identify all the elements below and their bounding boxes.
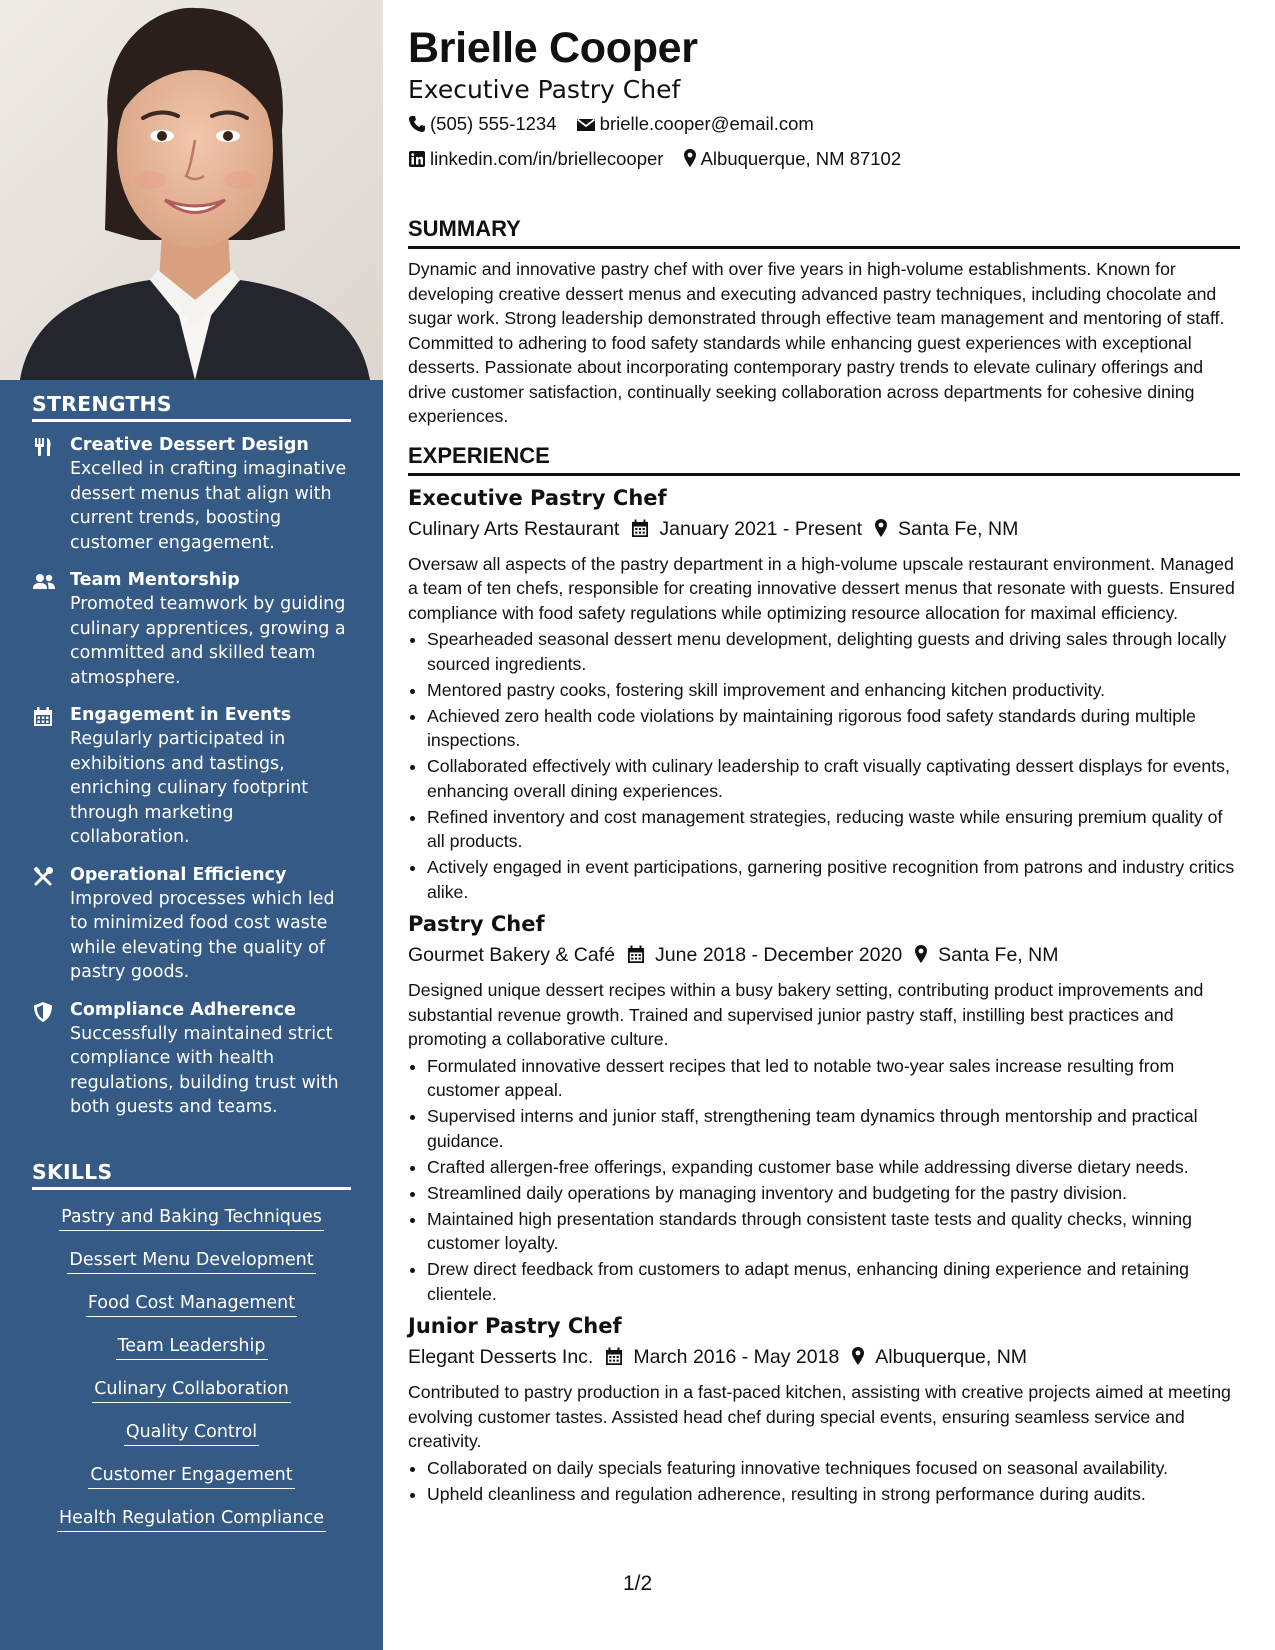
job-bullet: • Crafted allergen-free offerings, expanding customer base while addressing diverse dietary needs. <box>427 1155 1240 1180</box>
page-number: 1/2 <box>623 1572 653 1595</box>
job-bullet: • Supervised interns and junior staff, strengthening team dynamics through mentorship and practical guidance. <box>427 1104 1240 1153</box>
strength-desc: Successfully maintained strict compliance with health regulations, building trust with both guests and teams. <box>70 1023 339 1117</box>
strengths-section <box>32 392 351 1134</box>
job-bullet: • Actively engaged in event participations, garnering positive recognition from patrons and industry critics alike. <box>427 855 1240 904</box>
skill-tag: Dessert Menu Development <box>67 1248 315 1274</box>
job-bullet: • Upheld cleanliness and regulation adherence, resulting in strong performance during audits. <box>427 1482 1240 1507</box>
job-meta <box>408 1343 1240 1374</box>
location-text: Albuquerque, NM 87102 <box>700 148 902 169</box>
utensils-icon <box>32 436 56 458</box>
main-content <box>408 22 1240 1512</box>
job-bullet: • Drew direct feedback from customers to adapt menus, enhancing dining experience and retaining clientele. <box>427 1257 1240 1306</box>
strength-item <box>32 569 351 690</box>
skill-tag: Culinary Collaboration <box>92 1377 291 1403</box>
email-text[interactable]: brielle.cooper@email.com <box>599 113 814 134</box>
job-dates: January 2021 - Present <box>659 517 863 540</box>
candidate-title: Executive Pastry Chef <box>408 75 681 104</box>
sidebar <box>0 0 383 1650</box>
shield-icon <box>32 1001 56 1023</box>
calendar-icon <box>32 706 56 728</box>
job-location: Albuquerque, NM <box>875 1346 1028 1368</box>
job-entry <box>408 484 1240 905</box>
job-description: Oversaw all aspects of the pastry department in a high-volume upscale restaurant environment. Managed a team of ten chefs, responsible for creating innovative dessert menus that resonate with guests. Ensured compliance with food safety regulations while optimizing resource allocation for maximal efficiency. <box>408 553 1235 623</box>
job-company: Elegant Desserts Inc. <box>408 1346 594 1368</box>
job-dates: June 2018 - December 2020 <box>655 944 903 966</box>
location-contact <box>683 147 902 174</box>
envelope-icon <box>576 115 596 139</box>
skill-tag: Food Cost Management <box>86 1291 297 1317</box>
strength-item <box>32 704 351 850</box>
skill-tag: Health Regulation Compliance <box>57 1506 326 1532</box>
job-bullet: • Spearheaded seasonal dessert menu development, delighting guests and driving sales through locally sourced ingredients. <box>427 627 1240 676</box>
job-title: Junior Pastry Chef <box>408 1314 622 1338</box>
candidate-name: Brielle Cooper <box>408 24 698 72</box>
contact-row-2 <box>408 147 1240 174</box>
portrait-image <box>0 0 383 380</box>
strengths-heading: STRENGTHS <box>32 392 351 422</box>
job-bullets <box>408 1456 1240 1507</box>
skill-tag: Team Leadership <box>116 1334 268 1360</box>
linkedin-contact[interactable] <box>408 147 663 174</box>
job-bullet: • Achieved zero health code violations by maintaining rigorous food safety standards during multiple inspections. <box>427 704 1240 753</box>
job-entry <box>408 910 1240 1306</box>
strength-title: Creative Dessert Design <box>70 435 309 455</box>
summary-section <box>408 216 1240 429</box>
job-bullet: • Streamlined daily operations by managing inventory and budgeting for the pastry division. <box>427 1181 1240 1206</box>
profile-photo <box>0 0 383 380</box>
job-dates: March 2016 - May 2018 <box>633 1346 840 1368</box>
skills-section <box>32 1160 351 1549</box>
job-bullet: • Refined inventory and cost management strategies, reducing waste while ensuring premium quality of all products. <box>427 805 1240 854</box>
job-entry <box>408 1312 1240 1506</box>
strength-item <box>32 864 351 985</box>
skill-tag: Customer Engagement <box>88 1463 294 1489</box>
phone-icon <box>408 115 426 139</box>
strength-desc: Improved processes which led to minimized food cost waste while elevating the quality of pastry goods. <box>70 888 335 982</box>
users-icon <box>32 571 56 593</box>
experience-heading: EXPERIENCE <box>408 443 1240 476</box>
skills-heading: SKILLS <box>32 1160 351 1190</box>
job-bullet: • Collaborated effectively with culinary leadership to craft visually captivating dessert displays for events, enhancing overall dining experiences. <box>427 754 1240 803</box>
experience-section <box>408 443 1240 1507</box>
strength-title: Team Mentorship <box>70 570 240 590</box>
strength-desc: Regularly participated in exhibitions and tastings, enriching culinary footprint through marketing collaboration. <box>70 729 309 847</box>
strength-title: Compliance Adherence <box>70 999 296 1020</box>
strength-item <box>32 999 351 1120</box>
job-bullet: • Formulated innovative dessert recipes that led to notable two-year sales increase resulting from customer appeal. <box>427 1054 1240 1103</box>
job-bullet: • Mentored pastry cooks, fostering skill improvement and enhancing kitchen productivity. <box>427 678 1240 703</box>
strength-item <box>32 434 351 555</box>
job-title: Pastry Chef <box>408 912 545 936</box>
calendar-icon <box>627 944 645 972</box>
email-contact[interactable] <box>576 112 814 139</box>
summary-text: Dynamic and innovative pastry chef with over five years in high-volume establishments. Known for developing creative dessert menus and executing advanced pastry techniques, including chocolate and sugar work. Strong leadership demonstrated through effective team management and mentoring of staff. Committed to adhering to food safety standards while enhancing guest experiences with exceptional desserts. Passionate about incorporating contemporary pastry trends to elevate culinary offerings and drive customer satisfaction, continually seeking collaboration across departments for cohesive dining experiences. <box>408 259 1225 426</box>
job-bullets <box>408 1054 1240 1307</box>
phone-contact <box>408 112 557 139</box>
contact-row <box>408 112 1240 139</box>
linkedin-text[interactable]: linkedin.com/in/briellecooper <box>430 148 664 169</box>
phone-text: (505) 555-1234 <box>430 113 557 134</box>
linkedin-icon <box>408 150 426 174</box>
strength-title: Operational Efficiency <box>70 864 287 885</box>
job-description: Contributed to pastry production in a fast-paced kitchen, assisting with creative projects aimed at meeting evolving customer tastes. Assisted head chef during special events, ensuring seamless service and creativity. <box>408 1382 1231 1451</box>
job-description: Designed unique dessert recipes within a busy bakery setting, contributing product improvements and substantial revenue growth. Trained and supervised junior pastry staff, instilling best practices and promoting a collaborative culture. <box>408 980 1204 1049</box>
job-bullets <box>408 627 1240 904</box>
job-bullet: • Collaborated on daily specials featuring innovative techniques focused on seasonal availability. <box>427 1456 1240 1481</box>
strength-desc: Excelled in crafting imaginative dessert menus that align with current trends, boosting customer engagement. <box>70 459 347 553</box>
calendar-icon <box>605 1346 623 1374</box>
calendar-icon <box>631 518 649 546</box>
summary-heading: SUMMARY <box>408 216 1240 249</box>
job-meta <box>408 941 1240 972</box>
skill-tag: Pastry and Baking Techniques <box>59 1205 324 1231</box>
strength-title: Engagement in Events <box>70 705 292 725</box>
job-location: Santa Fe, NM <box>938 944 1059 966</box>
strength-desc: Promoted teamwork by guiding culinary apprentices, growing a committed and skilled team atmosphere. <box>70 594 346 688</box>
tools-icon <box>32 866 56 888</box>
job-title: Executive Pastry Chef <box>408 485 667 510</box>
job-bullet: • Maintained high presentation standards through consistent taste tests and quality checks, winning customer loyalty. <box>427 1207 1240 1256</box>
job-meta <box>408 515 1240 546</box>
map-pin-icon <box>683 148 697 174</box>
map-pin-icon <box>851 1346 865 1374</box>
skill-tag: Quality Control <box>124 1420 259 1446</box>
job-location: Santa Fe, NM <box>898 517 1019 540</box>
map-pin-icon <box>914 944 928 972</box>
job-company: Gourmet Bakery & Café <box>408 944 615 966</box>
map-pin-icon <box>874 518 888 546</box>
job-company: Culinary Arts Restaurant <box>408 517 620 540</box>
